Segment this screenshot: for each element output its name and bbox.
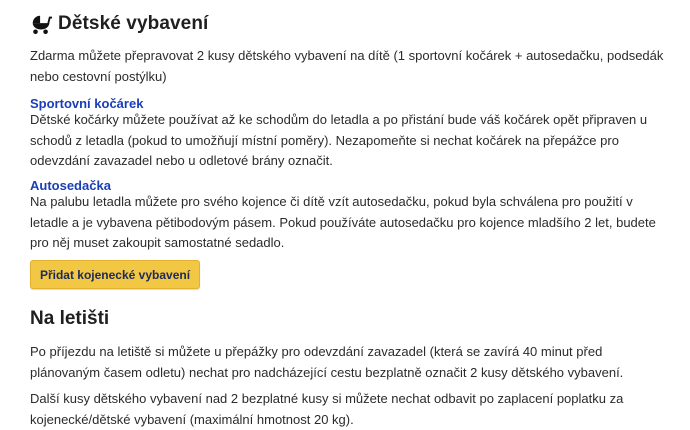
stroller-icon bbox=[30, 13, 52, 35]
car-seat-text: Na palubu letadla můžete pro svého kojence či dítě vzít autosedačku, pokud byla schválena pro použití v letadle a je vybavena pětibodovým pásem. Pokud používáte autosedačku pro kojence mladšího 2 let, budete pro něj muset zakoupit samostatné sedadlo. bbox=[30, 194, 656, 250]
car-seat-title: Autosedačka bbox=[30, 178, 111, 193]
stroller-title: Sportovní kočárek bbox=[30, 96, 144, 111]
airport-paragraph-2: Další kusy dětského vybavení nad 2 bezplatné kusy si můžete nechat odbavit po zaplacení poplatku za kojenecké/dětské vybavení (maximální hmotnost 20 kg). bbox=[30, 391, 624, 427]
add-infant-equipment-button[interactable]: Přidat kojenecké vybavení bbox=[30, 260, 200, 289]
section-title: Dětské vybavení bbox=[58, 13, 209, 34]
section-header bbox=[30, 12, 208, 36]
stroller-text: Dětské kočárky můžete používat až ke schodům do letadla a po přistání bude váš kočárek opět připraven u schodů z letadla (pokud to umožňují místní poměry). Nezapomeňte si nechat kočárek na přepážce pro odevzdání zavazadel nebo u odletové brány označit. bbox=[30, 112, 648, 168]
airport-paragraph-1: Po příjezdu na letiště si můžete u přepážky pro odevzdání zavazadel (která se zavírá 40 minut před plánovaným časem odletu) nechat pro nadcházející cestu bezplatně označit 2 kusy dětského vybavení. bbox=[30, 344, 624, 380]
section-intro: Zdarma můžete přepravovat 2 kusy dětského vybavení na dítě (1 sportovní kočárek + autosedačku, podsedák nebo cestovní postýlku) bbox=[30, 48, 664, 84]
airport-heading: Na letišti bbox=[30, 308, 110, 329]
